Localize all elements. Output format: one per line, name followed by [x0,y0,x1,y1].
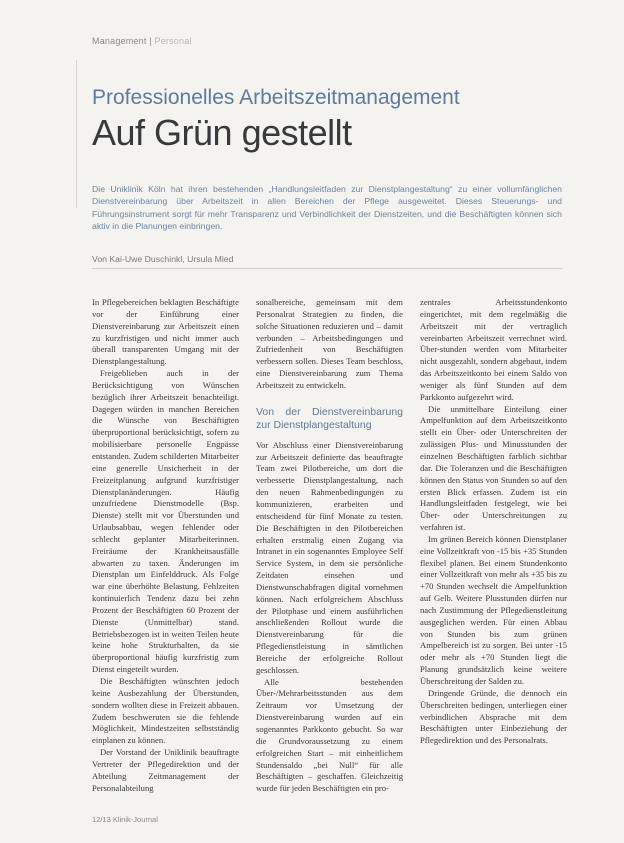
body-column-3 [420,297,567,747]
section-separator: | [146,36,155,46]
section-header [92,36,192,46]
paragraph: zentrales Arbeitsstundenkonto eingerichtet, mit dem regelmäßig die Arbeitszeit mit der vertraglich vereinbarten Arbeitszeit verrechnet wird. Über-stunden werden vom Mitarbeiter nicht ausgezahlt, sondern abgebaut, indem das Arbeitszeitkonto bei einem Saldo von weniger als fünf Stunden auf dem Parkkonto aufgezehrt wird. [420,297,567,402]
paragraph: sonalbereiche, gemeinsam mit dem Personalrat Strategien zu finden, die solche Situationen reduzieren und – damit verbunden – Arbeitsbedingungen und Zufriedenheit von Beschäftigten verbessern sollen. Dieses Team beschloss, eine Dienstvereinbarung zum Thema Arbeitszeit zu entwickeln. [256,297,403,390]
paragraph: Die Beschäftigten wünschten jedoch keine Ausbezahlung der Überstunden, sondern wollten diese in Freizeit abbauen. Zudem beschweruten sie die fehlende Möglichkeit, Mindestzeiten selbstständig einplanen zu können. [92,676,239,746]
body-column-1 [92,297,239,794]
paragraph: Dringende Gründe, die dennoch ein Überschreiten bedingen, unterliegen einer verbindlichen Absprache mit dem Beschäftigten unter Einbeziehung der Pflegedirektion und des Personalrats. [420,687,567,746]
article-kicker: Professionelles Arbeitszeitmanagement [92,86,460,109]
article-lead: Die Uniklinik Köln hat ihren bestehenden „Handlungsleitfaden zur Dienstplangestaltung“ zu einer vollumfänglichen Dienstvereinbarung über Arbeitszeit in allen Bereichen der Pflege ausgeweitet. Dieses Steuerungs- und Führungsinstrument sorgt für mehr Transparenz und Verbindlichkeit der Dienstzeiten, und die Beschäftigten können sich aktiv in die Planungen einbringen. [92,184,562,232]
body-column-2 [256,297,403,795]
paragraph: Der Vorstand der Uniklinik beauftragte Vertreter der Pflegedirektion und der Abteilung Zeitmanagement der Personalabteilung [92,747,239,793]
paragraph: Vor Abschluss einer Dienstvereinbarung zur Arbeitszeit definierte das beauftragte Team zwei Pilotbereiche, um dort die verbesserte Dienstplangestaltung, nach den neuen Rahmenbedingungen zu kommunizieren, erarbeiten und entscheidend für fünf Monate zu testen. Die Beschäftigten in den Pilotbereichen erhalten erstmalig einen Zugang via Intranet in ein sogenanntes Employee Self Service System, in dem sie persönliche Zeitdaten einsehen und Dienstwunschabfragen digital vornehmen können. Nach erfolgreichem Abschluss der Pilotphase und einem ausführlichen anschließenden Rollout wurde die Dienstvereinbarung für die Pflegedienstleistung in sämtlichen Bereiche der erfolgreiche Rollout geschlossen. [256,439,403,675]
paragraph: Im grünen Bereich können Dienstplaner eine Vollzeitkraft von -15 bis +35 Stunden flexibel planen. Bei einem Stundenkonto einer Vollzeitkraft von mehr als +35 bis zu +70 Stunden wechselt die Ampelfunktion auf Gelb. Weitere Plusstunden dürfen nur nach Zustimmung der Pflegedienstleitung ausgeglichen werden. Für einen Abbau von Stunden bis zum grünen Ampelbereich ist zu sorgen. Bei unter -15 oder mehr als +70 Stunden liegt die Planung grundsätzlich keine weitere Überschreitung der Salden zu. [420,533,567,686]
article-title: Auf Grün gestellt [92,112,352,153]
page-margin-rule [76,60,77,208]
paragraph: In Pflegebereichen beklagten Beschäftigte vor der Einführung einer Dienstvereinbarung zur Arbeitszeit einen zu kurzfristigen und nicht immer auch überall transparenten Umgang mit der Dienstplangestaltung. [92,297,239,367]
page-footer: 12/13 Klinik-Journal [92,815,158,824]
paragraph: Die unmittelbare Einteilung einer Ampelfunktion auf dem Arbeitszeitkonto stellt ein Über- oder Unterschreiten der zulässigen Plus- und Minusstunden der einzelnen Beschäftigten farblich sichtbar dar. Die Toleranzen und die Beschäftigten können den Status von Stunden so auf den ersten Blick erfassen. Zudem ist ein Handlungsleitfaden festgelegt, wie bei Über- oder Unterschreitungen zu verfahren ist. [420,403,567,533]
lead-divider [92,268,562,269]
paragraph: Alle bestehenden Über-/Mehrarbeitsstunden aus dem Zeitraum vor Umsetzung der Dienstvereinbarung wurden auf ein sogenanntes Parkkonto gebucht. So war die Grundvoraussetzung zu einem erfolgreichen Start – mit einheitlichem Stundensaldo „bei Null“ für alle Beschäftigten – geschaffen. Gleichzeitig wurde für jeden Beschäftigten ein pro- [256,676,403,794]
article-authors: Von Kai-Uwe Duschinkl, Ursula Mied [92,254,234,264]
subsection-name: Personal [154,36,192,46]
paragraph: Freigeblieben auch in der Berücksichtigung von Wünschen bezüglich ihrer Arbeitszeit benachteiligt. Dagegen würden in manchen Bereichen die Wünsche von Beschäftigten überproportional berücksichtigt, sofern zu mobilisierbare personelle Engpässe entstanden. Zudem schilderten Mitarbeiter eine generelle Unsicherheit in der Freizeitplanung aufgrund kurzfristiger Dienstplanänderungen. Häufig unzufriedene Dienstmodelle (Bsp. Dienste) stellt mit vor Überstunden und Urlaubsabbau, wegen fehlender oder schlecht geplanter Mitarbeiterinnen. Freiräume der Krankheitsausfälle abwarten zu taxen. Änderungen im Dienstplan um Einfelddruck. Als Folge war eine überhöhte Belastung. Fehlzeiten kontinuierlich Tendenz dazu bei zehn Prozent der Beschäftigten 60 Prozent der Dienste (Unmittelbar) stand. Betriebsbezogen ist in weiten Teilen heute keine hohe Strukturhalten, da sie überproportional häufig kurzfristig zum Dienst eingeteilt wurden. [92,368,239,675]
section-name: Management [92,36,147,46]
section-subheading: Von der Dienstvereinbarung zur Dienstplangestaltung [256,405,403,431]
